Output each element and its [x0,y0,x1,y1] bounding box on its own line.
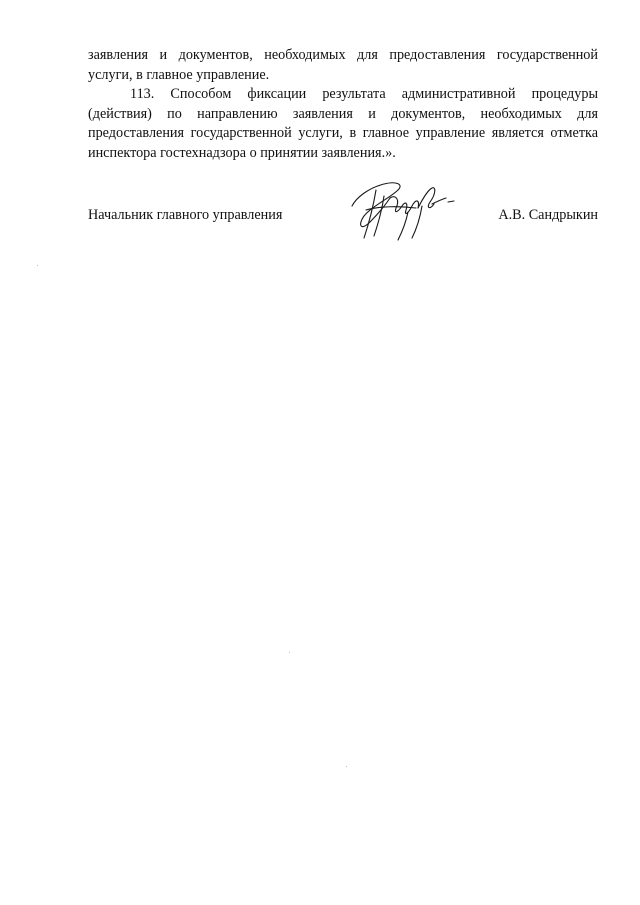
paragraph-113: 113. Способом фиксации результата административной процедуры (действия) по направлению заявления и документов, необходимых для предоставления государственной услуги, в главное управление является отметка инспектора гостехнадзора о принятии заявления.». [88,86,598,161]
scan-speck [289,652,290,653]
scan-speck [37,265,38,266]
paragraph-continuation: заявления и документов, необходимых для предоставления государственной услуги, в главное управление. [88,47,598,83]
scan-speck [346,766,347,767]
signature-block [88,205,598,235]
document-body [88,46,598,164]
signer-title: Начальник главного управления [88,207,283,223]
handwritten-signature-icon [346,176,458,248]
signer-name: А.В. Сандрыкин [498,207,598,223]
